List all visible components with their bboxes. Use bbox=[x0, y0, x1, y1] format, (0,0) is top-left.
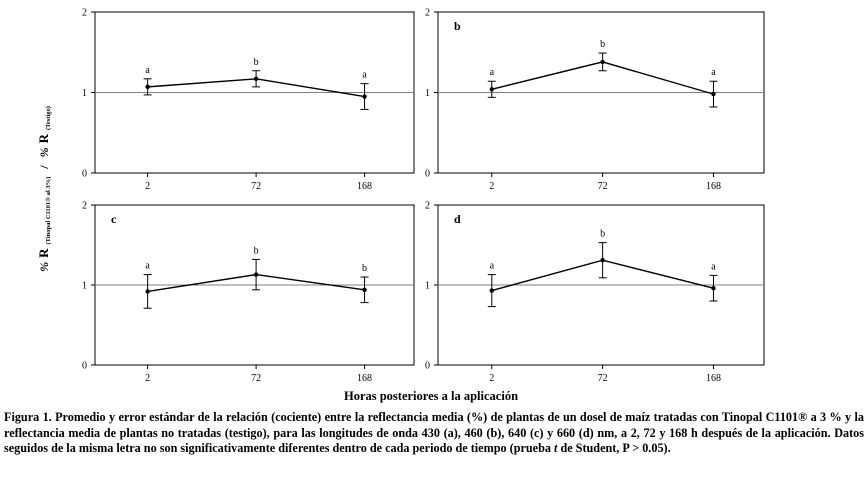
significance-label: a bbox=[489, 260, 495, 272]
ylabel-percent-2: % bbox=[37, 147, 51, 158]
significance-label: b bbox=[362, 263, 368, 274]
x-tick-label: 168 bbox=[705, 181, 721, 192]
data-point bbox=[600, 258, 604, 262]
significance-label: a bbox=[145, 260, 150, 272]
data-point bbox=[145, 85, 149, 89]
x-tick-label: 168 bbox=[705, 373, 721, 384]
caption-t-italic: t bbox=[554, 441, 558, 455]
x-tick-label: 2 bbox=[489, 373, 495, 384]
ylabel-subscript-treated: (Tinopal C1101® al 3%) bbox=[45, 176, 52, 245]
significance-label: a bbox=[711, 261, 716, 273]
panel-label: d bbox=[454, 212, 461, 226]
caption-lead: Figura 1. bbox=[4, 410, 52, 424]
x-tick-label: 168 bbox=[357, 181, 373, 192]
x-tick-label: 72 bbox=[597, 373, 608, 384]
ylabel-r-1: R bbox=[36, 248, 51, 258]
data-point bbox=[254, 272, 258, 276]
y-tick-label: 0 bbox=[82, 360, 87, 372]
y-tick-label: 2 bbox=[425, 7, 430, 19]
y-tick-label: 2 bbox=[82, 200, 87, 212]
ylabel-r-2: R bbox=[36, 134, 51, 144]
chart-panel-2 bbox=[425, 8, 764, 193]
ylabel-subscript-control: (Testigo) bbox=[45, 106, 52, 131]
significance-label: a bbox=[711, 67, 716, 79]
x-tick-label: 72 bbox=[597, 181, 608, 192]
significance-label: b bbox=[253, 56, 259, 68]
data-point bbox=[362, 288, 366, 292]
caption-tail: de Student, P > 0.05). bbox=[560, 441, 671, 455]
x-tick-label: 72 bbox=[251, 181, 262, 192]
svg-text:% R (Tinopal C1101 bbox=[35, 106, 54, 272]
data-point bbox=[490, 87, 494, 91]
data-point bbox=[362, 94, 366, 98]
chart-panel-4 bbox=[425, 201, 764, 385]
chart-panel-3 bbox=[82, 201, 414, 385]
x-tick-label: 168 bbox=[357, 373, 373, 384]
chart-panels bbox=[82, 8, 764, 385]
data-point bbox=[600, 60, 604, 64]
x-tick-label: 2 bbox=[145, 181, 151, 192]
significance-label: b bbox=[253, 245, 259, 257]
chart-panel-1 bbox=[82, 8, 414, 193]
y-tick-label: 1 bbox=[425, 280, 430, 292]
data-point bbox=[254, 77, 258, 81]
significance-label: b bbox=[600, 39, 606, 51]
data-point bbox=[711, 92, 715, 96]
panel-label: c bbox=[111, 212, 117, 226]
panel-label: b bbox=[454, 19, 461, 33]
significance-label: a bbox=[489, 67, 495, 79]
y-tick-label: 0 bbox=[425, 360, 430, 372]
x-tick-label: 2 bbox=[489, 181, 495, 192]
ylabel-separator: / bbox=[37, 165, 51, 169]
y-tick-label: 2 bbox=[425, 200, 430, 212]
data-point bbox=[711, 286, 715, 290]
y-tick-label: 2 bbox=[82, 7, 87, 19]
shared-x-axis-label: Horas posteriores a la aplicación bbox=[343, 389, 519, 403]
x-tick-label: 2 bbox=[145, 373, 151, 384]
y-tick-label: 1 bbox=[425, 88, 430, 99]
significance-label: a bbox=[362, 69, 367, 81]
ylabel-percent-1: % bbox=[37, 261, 51, 272]
y-tick-label: 1 bbox=[82, 280, 87, 292]
significance-label: a bbox=[145, 64, 150, 76]
shared-y-axis-label bbox=[35, 106, 54, 272]
y-tick-label: 1 bbox=[82, 88, 87, 99]
significance-label: b bbox=[600, 228, 606, 240]
data-point bbox=[490, 288, 494, 292]
y-tick-label: 0 bbox=[82, 168, 87, 180]
x-tick-label: 72 bbox=[251, 373, 262, 384]
data-point bbox=[145, 289, 149, 293]
figure-caption bbox=[4, 410, 864, 457]
y-tick-label: 0 bbox=[425, 168, 430, 180]
caption-text: Promedio y error estándar de la relación (cociente) entre la reflectancia media (%) de plantas de un dosel de maíz tratadas con Tinopal C1101® a 3 % y la reflectancia media de plantas no tratadas (testigo), para las longitudes de onda 430 (a), 460 (b), 640 (c) y 660 (d) nm, a 2, 72 y 168 h después de la aplicación. Datos seguidos de la misma letra no son significativamente diferentes dentro de cada periodo de tiempo (prueba bbox=[4, 410, 864, 455]
